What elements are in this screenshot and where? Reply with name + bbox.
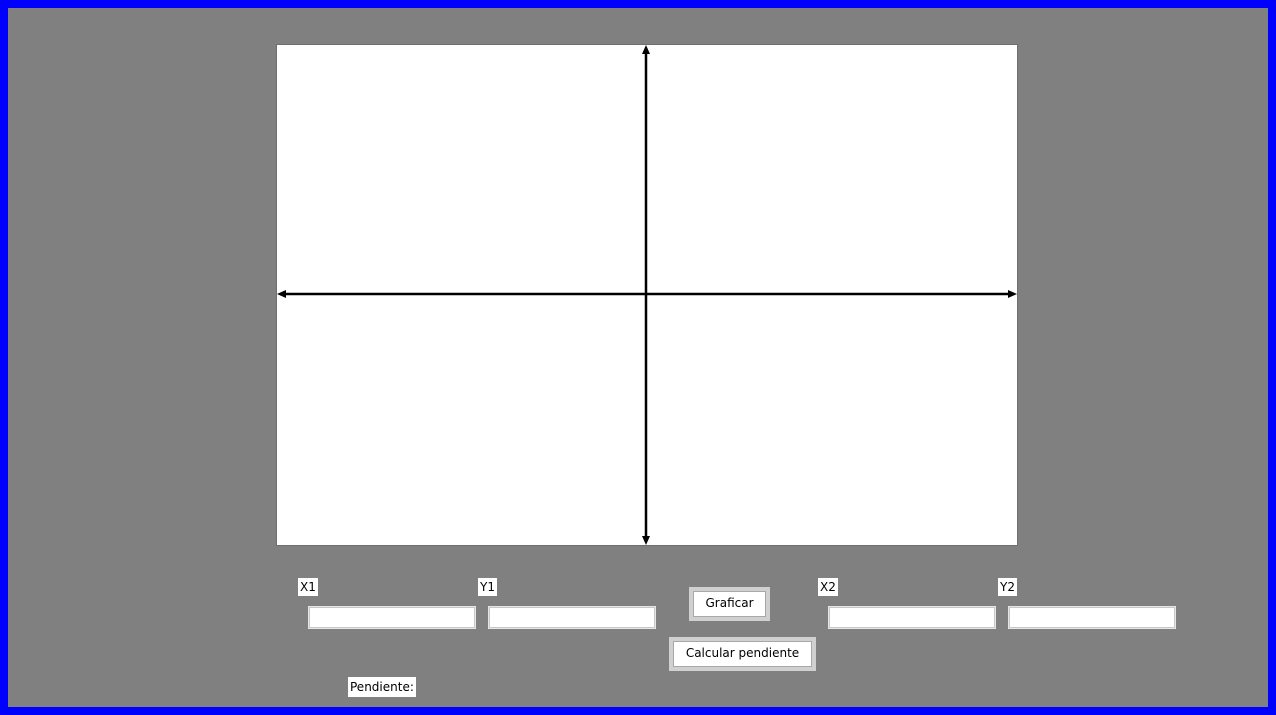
- y1-input[interactable]: [489, 607, 655, 628]
- x-axis-right-arrow: [1008, 290, 1017, 298]
- graph-button[interactable]: [689, 587, 770, 621]
- y-axis-bottom-arrow: [642, 536, 650, 545]
- y1-label: Y1: [480, 580, 495, 594]
- y-axis-top-arrow: [642, 45, 650, 54]
- plot-canvas[interactable]: [276, 44, 1018, 546]
- y2-label: Y2: [1000, 580, 1015, 594]
- x1-label: X1: [300, 580, 316, 594]
- x2-label: X2: [820, 580, 836, 594]
- x1-input[interactable]: [309, 607, 475, 628]
- x2-input[interactable]: [829, 607, 995, 628]
- calculate-slope-button[interactable]: [669, 637, 816, 671]
- graph-button-label: Graficar: [693, 591, 766, 617]
- calculate-slope-button-label: Calcular pendiente: [673, 641, 812, 667]
- y2-input[interactable]: [1009, 607, 1175, 628]
- slope-result-label: Pendiente:: [348, 677, 416, 697]
- x-axis-left-arrow: [277, 290, 286, 298]
- axes: [277, 45, 1017, 545]
